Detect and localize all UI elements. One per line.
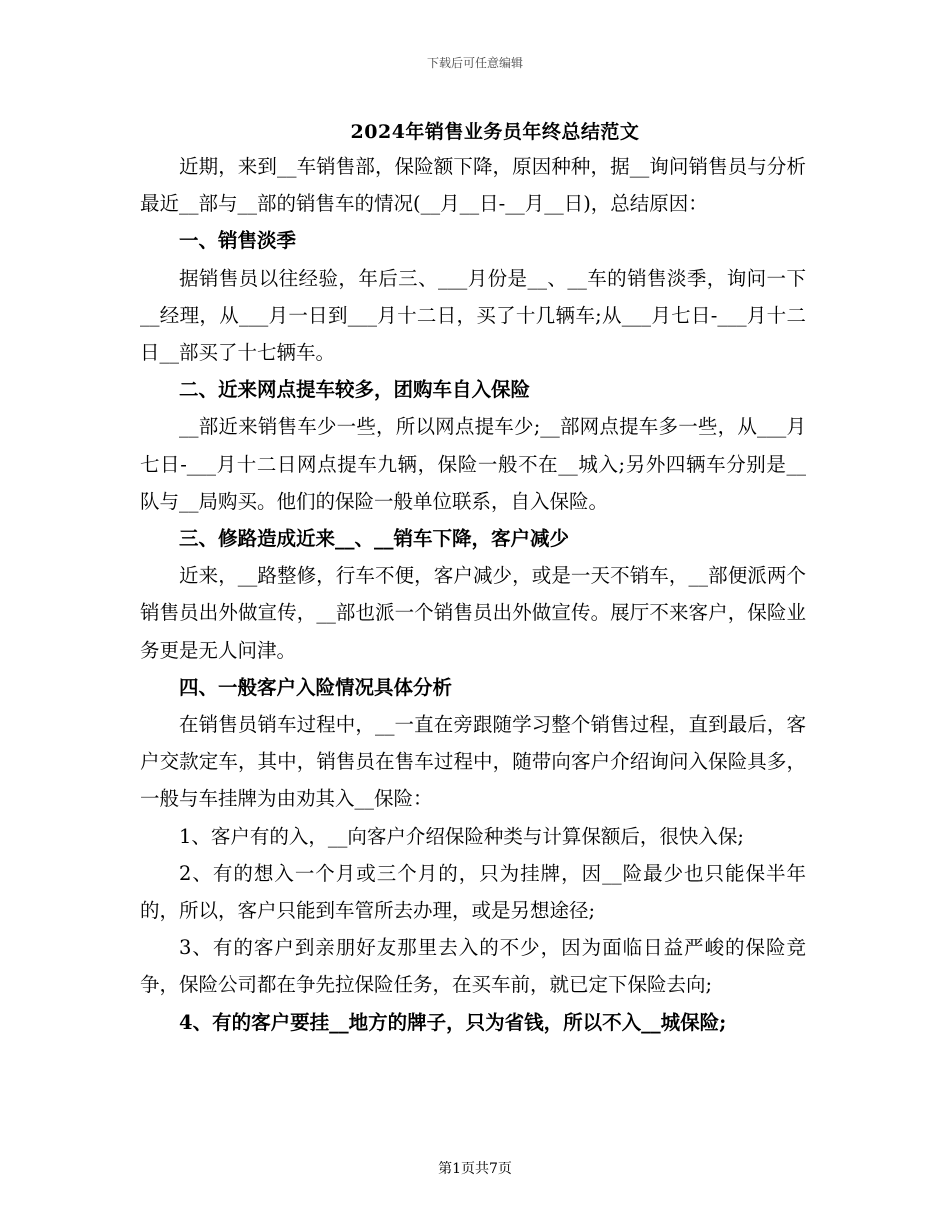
header-note: 下载后可任意编辑 [426,56,523,70]
section-heading: 三、修路造成近来__、__销车下降，客户减少 [179,527,570,551]
section-heading: 四、一般客户入险情况具体分析 [179,675,453,699]
body-paragraph: 近期，来到__车销售部，保险额下降，原因种种，据__询问销售员与分析最近__部与__部的销售车的情况(__月__日-__月__日)，总结原因： [140,155,806,216]
document-title: 2024年销售业务员年终总结范文 [350,121,640,143]
body-paragraph: 2、有的想入一个月或三个月的，只为挂牌，因__险最少也只能保半年的，所以，客户只能到车管所去办理，或是另想途径; [140,861,806,923]
document-body [140,148,806,1041]
body-paragraph: 近来，__路整修，行车不便，客户减少，或是一天不销车，__部便派两个销售员出外做宣传，__部也派一个销售员出外做宣传。展厅不来客户，保险业务更是无人问津。 [140,564,806,662]
section-heading: 二、近来网点提车较多，团购车自入保险 [179,378,531,402]
body-paragraph: __部近来销售车少一些，所以网点提车少;__部网点提车多一些，从___月七日-___月十二日网点提车九辆，保险一般不在__城入;另外四辆车分别是__队与__局购买。他们的保险一般单位联系，自入保险。 [140,415,806,513]
body-paragraph: 在销售员销车过程中，__一直在旁跟随学习整个销售过程，直到最后，客户交款定车，其中，销售员在售车过程中，随带向客户介绍询问入保险具多，一般与车挂牌为由劝其入__保险： [140,713,806,811]
body-paragraph: 1、客户有的入，__向客户介绍保险种类与计算保额后，很快入保; [179,824,744,848]
section-heading: 一、销售淡季 [179,229,297,253]
body-paragraph: 据销售员以往经验，年后三、___月份是__、__车的销售淡季，询问一下__经理，从___月一日到___月十二日，买了十几辆车;从___月七日-___月十二日__部买了十七辆车。 [140,266,806,365]
body-paragraph: 3、有的客户到亲朋好友那里去入的不少，因为面临日益严峻的保险竞争，保险公司都在争先拉保险任务，在买车前，就已定下保险去向; [140,936,806,997]
page-footer: 第1页共7页 [438,1161,512,1177]
section-heading: 4、有的客户要挂__地方的牌子，只为省钱，所以不入__城保险; [179,1010,727,1034]
